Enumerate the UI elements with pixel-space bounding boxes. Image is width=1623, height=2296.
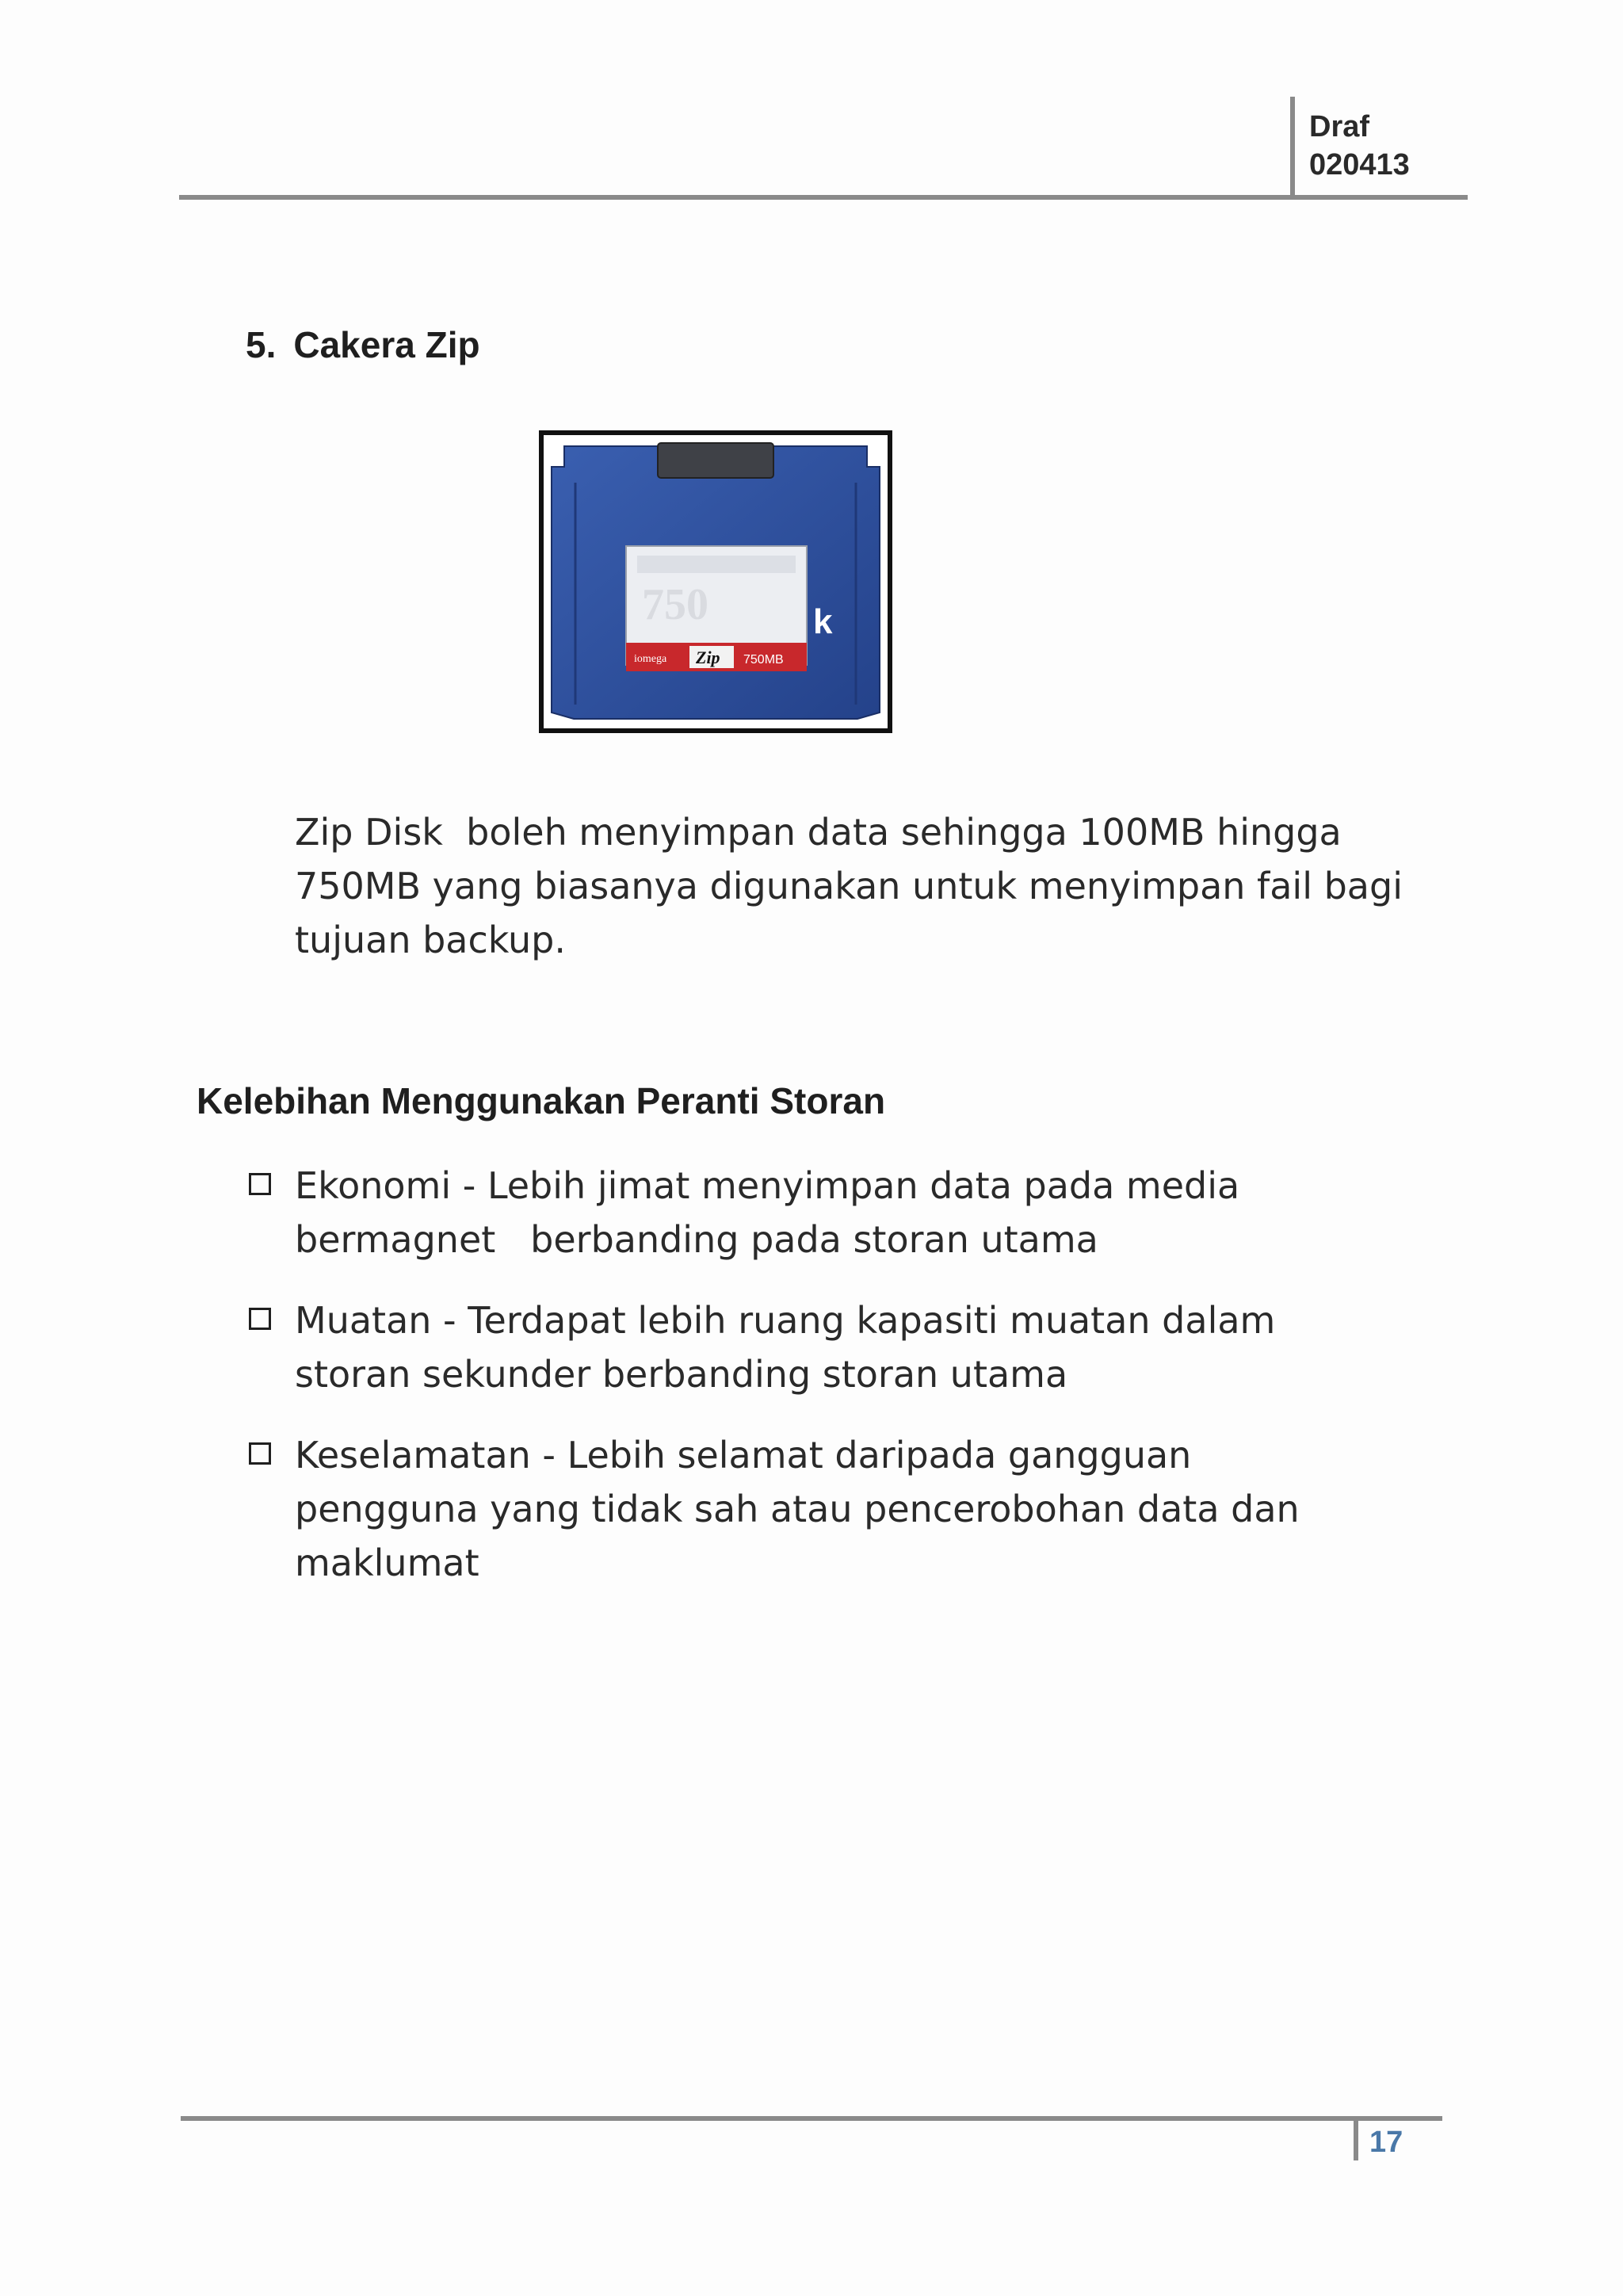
header-divider xyxy=(1290,97,1295,198)
list-item xyxy=(247,1159,1484,1266)
list-item-line: bermagnet berbanding pada storan utama xyxy=(295,1218,1098,1261)
list-item xyxy=(247,1428,1484,1590)
advantages-heading: Kelebihan Menggunakan Peranti Storan xyxy=(197,1080,886,1121)
advantages-list xyxy=(247,1159,1484,1617)
page-number: 17 xyxy=(1369,2126,1403,2159)
label-logo: Zip xyxy=(696,648,720,667)
list-item-line: storan sekunder berbanding storan utama xyxy=(295,1353,1068,1396)
header-rule xyxy=(179,195,1468,200)
list-item-line: Ekonomi - Lebih jimat menyimpan data pada media xyxy=(295,1164,1240,1207)
label-brand: iomega xyxy=(634,653,667,665)
checkbox-icon xyxy=(249,1308,271,1330)
footer-divider xyxy=(1354,2118,1358,2160)
zip-disk-photo-icon xyxy=(544,435,888,728)
label-capacity: 750MB xyxy=(743,653,784,667)
label-big-capacity: 750 xyxy=(642,580,708,629)
paragraph-line: Zip Disk boleh menyimpan data sehingga 100MB hingga xyxy=(295,811,1342,854)
zip-disk-image xyxy=(539,430,892,733)
paragraph-line: tujuan backup. xyxy=(295,919,566,961)
description-paragraph xyxy=(295,805,1468,967)
draft-label xyxy=(1309,108,1410,184)
checkbox-icon xyxy=(249,1173,271,1195)
draft-label-line2: 020413 xyxy=(1309,148,1410,181)
section-number: 5. xyxy=(246,324,277,365)
paragraph-line: 750MB yang biasanya digunakan untuk menyimpan fail bagi xyxy=(295,865,1403,907)
draft-label-line1: Draf xyxy=(1309,110,1370,143)
list-item-line: Keselamatan - Lebih selamat daripada gangguan xyxy=(295,1434,1192,1477)
checkbox-icon xyxy=(249,1442,271,1465)
list-item-line: pengguna yang tidak sah atau pencerobohan data dan xyxy=(295,1488,1300,1530)
section-title-text: Cakera Zip xyxy=(293,324,480,365)
list-item-line: maklumat xyxy=(295,1541,479,1584)
section-title xyxy=(246,323,480,366)
footer-rule xyxy=(181,2116,1442,2121)
list-item-line: Muatan - Terdapat lebih ruang kapasiti muatan dalam xyxy=(295,1299,1276,1342)
body-letter: k xyxy=(813,602,833,641)
list-item xyxy=(247,1293,1484,1401)
